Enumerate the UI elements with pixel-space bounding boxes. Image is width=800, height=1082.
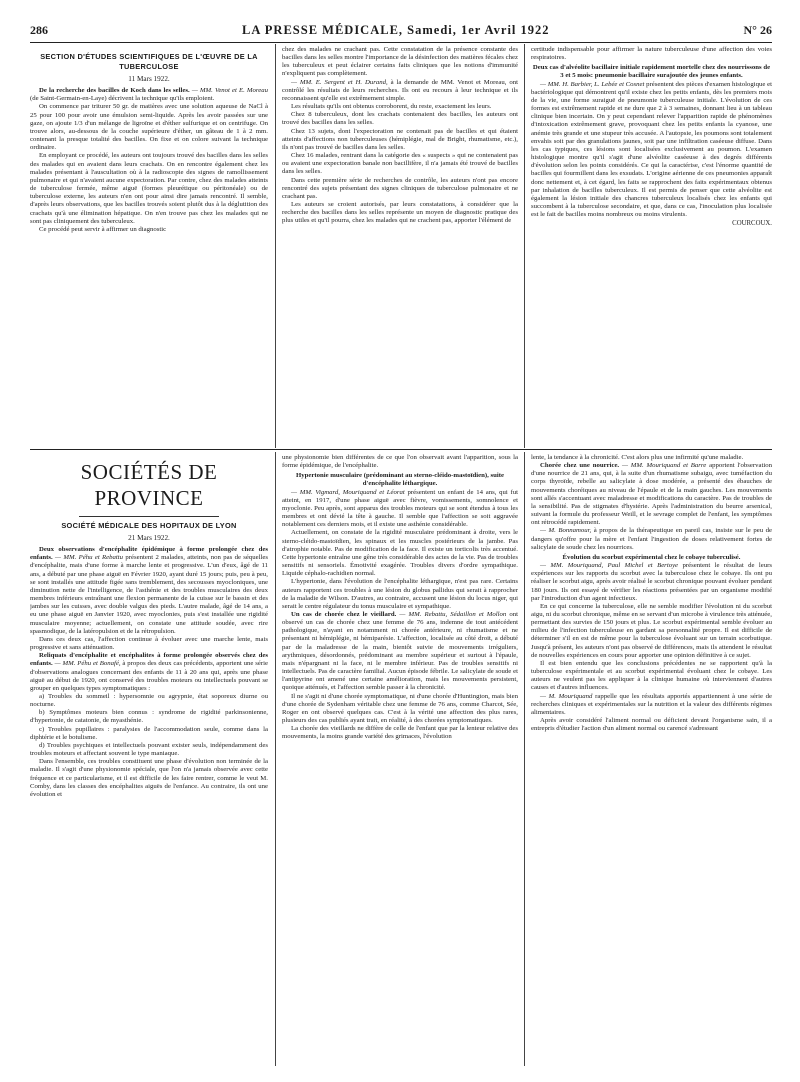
paragraph: Dans ces deux cas, l'affection continue à évoluer avec une marche lente, mais progressive et sans atténuation. xyxy=(30,635,268,652)
article-lead: à propos des deux cas précédents, apportent une série d'observations analogues concernant des enfants de 11 à 20 ans qui, après une phase aiguë au début de 1920, ont conservé des troubles moteurs ou intellectuels pouvant se grouper en quelques types symptomatiques : xyxy=(30,660,268,692)
article-authors: — M. Mouriquand xyxy=(540,692,593,700)
article-title: Hypertonie musculaire (prédominant au sterno-cléido-mastoïdien), suite d'encéphalite léthargique. xyxy=(296,472,504,488)
paragraph: Ce procédé peut servir à affirmer un diagnostic xyxy=(39,225,167,233)
paragraph xyxy=(531,81,772,220)
paragraph xyxy=(30,652,268,693)
column-4 xyxy=(30,456,268,1066)
article-authors: — MM. Péhu et Bonafé, xyxy=(54,660,121,668)
paragraph: Chez 16 malades, rentrant dans la catégorie des « suspects » qui ne contenaient pas ou avaient une expectoration banale non bacillifère, il n'a jamais été trouvé de bacilles dans les selles. xyxy=(282,152,518,176)
list-item: b) Symptômes moteurs bien connus : syndrome de rigidité parkinsonienne, d'hypertonie, de catatonie, de myasthénie. xyxy=(30,709,268,725)
article-lead: présentent un enfant de 14 ans, qui fut atteint, en 1917, d'une phase aiguë avec fièvre, vomissements, somnolence et myoclonie. Peu après, sont apparus des troubles moteurs qui se sont étendus à tous les membres et ont dévié la tête à gauche. Il semble que l'affection se soit aggravée notablement ces derniers mois, et il existe une asthénie considérable. xyxy=(282,488,518,529)
section-banner: SOCIÉTÉS DE PROVINCE xyxy=(80,460,218,510)
article-authors: — MM. Mouriquand et Barre xyxy=(621,462,707,470)
paragraph: lente, la tendance à la chronicité. C'est alors plus une infirmité qu'une maladie. xyxy=(531,454,744,461)
column-6 xyxy=(531,454,772,1066)
article-lead: présentent des pièces d'examen histologique et bactériologique qui démontrent qu'il existe chez les petits enfants, dès les premiers mois de la vie, une forme suraiguë de pneumonie tuberculeuse initiale. L'évolution de ces formes est extrêmement rapide et ne dure que 2 à 3 semaines, donnant lieu à un tableau clinique bien incertain. On y peut cependant relever l'apparition rapide de phénomènes d'intoxication extrêmement grave, provoquant chez les petits enfants la cyanose, une anémie très grande et une stupeur très accusée. A l'autopsie, les poumons sont totalement envahis soit par des granulations jaunes, soit par une infiltration caséeuse diffuse. Dans les cas typiques, ces lésions sont localisées exclusivement au poumon. L'examen histologique montre qu'il s'agit d'une alvéolite caséeuse à des degrés différents d'évolution selon les points considérés. Ce qui la caractérise, c'est l'énorme quantité de bacilles qui fourmillent dans les exsudats. L'origine aérienne de ces pneumonies apparaît donc nettement et, à cet égard, les faits se rapprochent des faits expérimentaux obtenus par inhalation de bacilles tuberculeux. Il est permis de penser que cette alvéolite est également la lésion initiale des chancres tuberculeux localisés chez les enfants qui succombent à la tuberculose secondaire, et que, dans ce cas, l'inoculation plus localisée est le fait de bacilles moins nombreux ou moins virulents. xyxy=(531,80,772,219)
article-title: De la recherche des bacilles de Koch dans les selles. xyxy=(39,87,190,95)
paragraph: Les résultats qu'ils ont obtenus corroborent, du reste, exactement les leurs. xyxy=(291,103,492,111)
paragraph xyxy=(531,562,772,603)
article-title: Chorée chez une nourrice. xyxy=(540,462,620,470)
article-lead: (de Saint-Germain-en-Laye) décrivent la technique qu'ils emploient. xyxy=(30,95,215,103)
column-rule xyxy=(275,44,276,448)
column-2 xyxy=(282,46,518,448)
paragraph: Après avoir considéré l'aliment normal ou déficient devant l'organisme sain, il a entrepris d'étudier l'action d'un aliment normal ou carencé s'adressant xyxy=(531,717,772,733)
journal-title: LA PRESSE MÉDICALE, Samedi, 1er Avril 1922 xyxy=(241,22,550,37)
paragraph xyxy=(282,611,518,693)
paragraph: certitude indispensable pour affirmer la nature tuberculeuse d'une affection des voies respiratoires. xyxy=(531,46,772,62)
article-lead: ont observé un cas de chorée chez une femme de 76 ans, indemne de tout antécédent pathologique, n'ayant en notamment ni chorée antérieure, ni rhumatisme et ne présentant ni hémiplégie, ni hémiparésie. L'affection, localisée au côté droit, a débuté par de la maladresse de la main, bientôt suivie de mouvements irréguliers, arythmiques, désordonnés, prédominant au membre supérieur et surtout à l'épaule, mais n'épargnant ni la face, ni le membre inférieur. Pas de troubles sensitifs ni intellectuels. Pas de caractère familial. Aucun épisode fébrile. Le salicylate de soude et l'antipyrine ont amené une certaine amélioration, mais les mouvements persistent, quoique atténués, et l'affection semble passer à la chronicité. xyxy=(282,610,518,692)
paragraph: On commence par triturer 50 gr. de matières avec une solution aqueuse de NaCl à 25 pour 100 pour avoir une émulsion semi-liquide. Après les avoir passées sur une gaze, on ajoute 1/3 d'un mélange de ligroïne et d'éther sulfurique et on centrifuge. On trouve alors, au-dessous de la couche supérieure d'éther, un gâteau de 1 à 2 mm. contenant la presque totalité des bacilles. On fixe et on colore suivant la technique ordinaire. xyxy=(30,103,268,152)
article-lead: présentent 2 malades, atteints, non pas de séquelles d'encéphalite, mais d'une forme à marche lente et progressive. L'un d'eux, âgé de 11 ans, a débuté par une phase aiguë en Février 1920, ayant duré 15 jours; puis, peu à peu, se sont installés une attitude figée sans tremblement, des secousses myocloniques, une diminution nette de l'intelligence, de l'asthénie et des troubles musculaires des deux membres inférieurs entraînant une flexion permanente de la cuisse sur le bassin et des jambes sur les cuisses, avec double valgus des pieds. L'autre malade, âgé de 14 ans, a eu une phase aiguë en Janvier 1920, avec myoclonies, puis s'est installée une rigidité musculaire moyenne; actuellement, on constate une attitude soudée, avec rire spasmodique, de la latéropulsion et de la rétropulsion. xyxy=(30,554,268,635)
paragraph: En ce qui concerne la tuberculose, elle ne semble modifier l'évolution ni du scorbut aigu, ni du scorbut chronique, même en se servant d'un microbe à virulence très atténuée, permettant des survies de 150 jours et plus. Le scorbut expérimental semble évoluer au milieu de l'infection tuberculeuse en gardant sa personnalité propre. Il est difficile de déterminer s'il en est de même pour la tuberculose évoluant sur un terrain scorbutique. Jusqu'à présent, les auteurs n'ont pas observé de différences, mais ils attendent le résultat de nouvelles expériences en cours pour apporter une opinion définitive à ce sujet. xyxy=(531,602,772,659)
paragraph: Il ne s'agit ni d'une chorée symptomatique, ni d'une chorée d'Huntington, mais bien d'une chorée de Sydenham véritable chez une femme de 76 ans, comme Charcot, Sée, Roger en ont observé quelques cas. C'est à la vérité une affection des plus rares, plusieurs des cas publiés ayant trait, en réalité, à des chorées symptomatiques. xyxy=(282,692,518,724)
column-1 xyxy=(30,48,268,448)
paragraph: Actuellement, on constate de la rigidité musculaire prédominant à droite, vers le sterno-cléido-mastoïdien, les spinaux et les muscles postérieurs de la jambe. Pas d'atrophie notable. Pas de modification de la face. Il existe un torticolis très accentué. Cette hypertonie entraîne une gêne très considérable des actes de la vie. Pas de troubles sensitifs ni sensoriels. Émotivité exagérée. Troubles divers d'ordre sympathique. Liquide céphalo-rachidien normal. xyxy=(282,529,518,578)
page-number: 286 xyxy=(30,22,48,37)
list-item: d) Troubles psychiques et intellectuels pouvant exister seuls, indépendamment des troubles moteurs et affectant souvent le type maniaque. xyxy=(30,741,268,758)
section-title: SECTION D'ÉTUDES SCIENTIFIQUES DE L'ŒUVRE DE LA TUBERCULOSE xyxy=(40,52,258,71)
paragraph: Chez 13 sujets, dont l'expectoration ne contenait pas de bacilles et qui étaient atteints d'affections non tuberculeuses (hémiplégie, mal de Bright, rhumatisme, etc.), ils n'ont pas trouvé de bacilles dans les selles. xyxy=(282,127,518,151)
article-authors: — MM. Venot et E. Moreau xyxy=(191,87,268,95)
paragraph xyxy=(531,693,772,717)
list-item: a) Troubles du sommeil : hypersomnie ou agrypnie, état soporeux diurne ou nocturne. xyxy=(30,692,268,709)
paragraph: L'hypertonie, dans l'évolution de l'encéphalite léthargique, n'est pas rare. Certains auteurs rapportent ces troubles à une lésion du globus pallidus qui serait à rapprocher de la maladie de Wilson. D'autres, au contraire, accusent une lésion du locus niger, qui serait le centre régulateur du tonus musculaire et sympathique. xyxy=(282,578,518,610)
article-authors: — M. Bonnamour, xyxy=(540,527,592,535)
paragraph xyxy=(282,79,518,103)
article-lead: apportent l'observation d'une nourrice de 21 ans, qui, à la suite d'un rhumatisme subaigu, avec tuméfaction du corps thyroïde, rebelle au salicylate à dose modérée, a présenté des ébauches de mouvements choréiques au niveau de l'épaule et de la main gauches. Les mouvements sont allés s'accentuant avec maladresse et modifications du caractère. Pas de troubles de la sensibilité. Pas de stigmates d'hystérie. Après l'administration du beurre arsenical, suivant la formule du professeur Weill, et le sevrage complet de l'enfant, les symptômes ont rétrocédé rapidement. xyxy=(531,462,772,527)
issue-number: N° 26 xyxy=(743,22,772,37)
list-item: c) Troubles pupillaires : paralysies de l'accommodation seule, comme dans la diphtérie et le botulisme. xyxy=(30,725,268,741)
author-signature: COURCOUX. xyxy=(732,220,772,228)
paragraph xyxy=(531,462,772,527)
column-3 xyxy=(531,46,772,448)
newspaper-page xyxy=(30,18,772,1068)
page-header xyxy=(30,18,772,43)
paragraph: Dans cette première série de recherches de contrôle, les auteurs n'ont pas encore rencontré des sujets présentant des signes cliniques de tuberculose pulmonaire et ne crachant pas. xyxy=(282,176,518,200)
article-title: Deux observations d'encéphalite épidémique à forme prolongée chez des enfants. xyxy=(30,546,268,562)
paragraph xyxy=(531,527,772,551)
article-authors: — MM. H. Barbier, L. Lebée et Cosnet xyxy=(540,80,645,88)
column-5 xyxy=(282,454,518,1066)
paragraph: La chorée des vieillards ne diffère de celle de l'enfant que par la lenteur relative des mouvements, la moins grande variété des grimaces, l'évolution xyxy=(282,725,518,741)
article-lead: à propos de la thérapeutique en pareil cas, insiste sur le peu de dangers qu'offre pour la mère et l'enfant l'ingestion de doses relativement fortes de salicylate de soude chez les nourrices. xyxy=(531,527,772,551)
paragraph: Les auteurs se croient autorisés, par leurs constatations, à considérer que la recherche des bacilles dans les selles représente un moyen de diagnostic pratique des plus utiles et qu'il pourra, chez les malades qui ne crachent pas, apporter l'élément de xyxy=(282,200,518,225)
article-title: Un cas de chorée chez le vieillard. xyxy=(291,610,397,618)
title-rule xyxy=(79,516,219,517)
article-intro xyxy=(30,87,268,103)
article-authors: — MM. Vigmard, Mouriquand et Léorat xyxy=(291,488,405,496)
article-authors: — MM. Rebattu, Sédaillon et Mollon xyxy=(399,610,507,618)
article-lead: rappelle que les résultats apportés appartiennent à une série de recherches cliniques et expérimentales sur la nutrition et la valeur des différents régimes alimentaires. xyxy=(531,692,772,716)
article-title: Évolution du scorbut expérimental chez le cobaye tuberculisé. xyxy=(562,553,741,561)
article-lead: à la demande de MM. Venot et Moreau, ont contrôlé les résultats de leurs recherches. Ils ont eu recours à leur technique et ils reconnaissent qu'elle est extrêmement simple. xyxy=(282,78,518,102)
column-rule xyxy=(524,44,525,448)
paragraph: chez des malades ne crachant pas. Cette constatation de la présence constante des bacilles dans les selles montre l'importance de la désinfection des matières fécales chez les tuberculeux et peut éclairer certains faits cliniques que les notions d'immunité n'expliquent pas complètement. xyxy=(282,46,518,78)
article-authors: — MM. Péhu et Rebattu xyxy=(55,554,124,562)
session-date: 21 Mars 1922. xyxy=(128,534,170,542)
article-authors: — MM. E. Sergent et H. Durand, xyxy=(291,78,388,86)
section-divider xyxy=(30,449,772,450)
paragraph xyxy=(30,546,268,636)
column-rule xyxy=(524,452,525,1066)
article-lead: présentent le résultat de leurs expériences sur les rapports du scorbut avec la tuberculose chez le cobaye. Ils ont pu réaliser le scorbut aigu, après avoir réalisé le scorbut chronique pouvant évoluer pendant 180 jours. Ils ont essayé de vérifier les réactions présentées par un organisme modifié par l'introduction d'un agent infectieux. xyxy=(531,562,772,602)
column-rule xyxy=(275,452,276,1066)
paragraph: Dans l'ensemble, ces troubles constituent une phase d'évolution non terminée de la maladie. Il s'agit d'une physionomie spéciale, que l'on n'a jamais observée avec cette fréquence et ce particularisme, et il est difficile de les faire rentrer, comme le veut M. Comby, dans les classes des encéphalites aiguës de l'enfance. Au contraire, ils ont une évolution et xyxy=(30,758,268,798)
paragraph xyxy=(282,489,518,530)
session-date: 11 Mars 1922. xyxy=(128,75,170,83)
paragraph: Il est bien entendu que les conclusions précédentes ne se rapportent qu'à la tuberculose expérimentale et au scorbut expérimental évoluant chez le cobaye. Les auteurs ne veulent pas les appliquer à la clinique humaine où interviennent d'autres causes et d'autres influences. xyxy=(531,659,772,692)
article-authors: — MM. Mouriquand, Paul Michel et Bertoye xyxy=(540,562,679,570)
paragraph: En employant ce procédé, les auteurs ont toujours trouvé des bacilles dans les selles des malades qui en avaient dans leurs crachats. On en rencontre également chez les malades présentant à l'auscultation où à la radioscopie des signes de ramollissement pulmonaire et qui n'avaient aucune expectoration. Par contre, chez des malades atteints de tuberculose fermée, même aiguë (formes pleurétique ou péritonéale) ou de tuberculose externe, les auteurs n'en ont pour ainsi dire jamais rencontré. Il semble, d'après leurs observations, que les bacilles trouvés soient plutôt dus à la déglutition des crachats qu'à une élimination hépatique. On n'en trouve pas chez les malades qui ne sont pas cliniquement des tuberculeux. xyxy=(30,152,268,225)
society-name: SOCIÉTÉ MÉDICALE DES HOPITAUX DE LYON xyxy=(61,521,237,530)
article-title: Reliquats d'encéphalite et encéphalites à forme prolongée observés chez des enfants. xyxy=(30,652,268,668)
paragraph: Chez 8 tuberculeux, dont les crachats contenaient des bacilles, les auteurs ont trouvé des bacilles dans les selles. xyxy=(282,111,518,127)
paragraph: une physionomie bien différentes de ce que l'on observait avant l'apparition, sous la forme épidémique, de l'encéphalite. xyxy=(282,454,518,470)
article-title: Deux cas d'alvéolite bacillaire initiale rapidement mortelle chez des nourrissons de 3 et 5 mois: pneumonie bacillaire surajoutée des jeunes enfants. xyxy=(532,64,771,80)
